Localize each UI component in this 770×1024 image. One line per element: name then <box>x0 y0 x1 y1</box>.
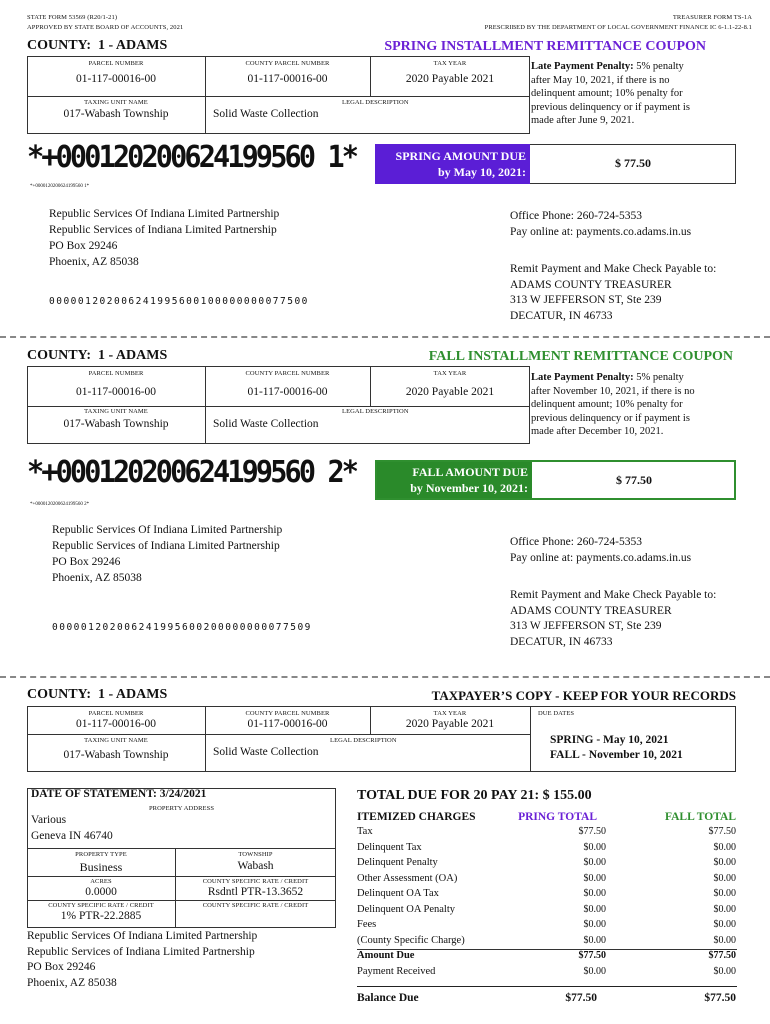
spring-legal-description-label: LEGAL DESCRIPTION <box>342 99 409 106</box>
spring-county-parcel-label: COUNTY PARCEL NUMBER <box>245 60 330 67</box>
balance-due-fall: $77.50 <box>704 992 736 1004</box>
copy-tax-year: 2020 Payable 2021 <box>405 718 495 730</box>
property-type: Business <box>79 860 123 874</box>
balance-due-spring: $77.50 <box>565 992 597 1004</box>
rate-credit-label-1: COUNTY SPECIFIC RATE / CREDIT <box>202 878 309 885</box>
spring-office-info: Office Phone: 260-724-5353 Pay online at: payments.co.adams.in.us <box>510 210 692 238</box>
copy-taxing-unit: 017-Wabash Township <box>63 749 169 761</box>
spring-amount-due-label: SPRING AMOUNT DUE by May 10, 2021: <box>375 144 530 184</box>
spring-barcode-text: *+0000120200624199560 1* <box>30 184 90 189</box>
spring-remit-info: Remit Payment and Make Check Payable to: ADAMS COUNTY TREASURER 313 W JEFFERSON ST, Ste 239 DECATUR, IN 46733 <box>510 263 717 322</box>
copy-county: COUNTY: 1 - ADAMS <box>27 687 168 702</box>
rate-credit-2: 1% PTR-22.2885 <box>60 910 142 922</box>
copy-county-parcel-label: COUNTY PARCEL NUMBER <box>245 710 330 717</box>
copy-parcel-number-label: PARCEL NUMBER <box>88 710 144 717</box>
spring-ocr-line: 000001202006241995600100000000077500 <box>49 296 309 307</box>
rate-credit-1: Rsdntl PTR-13.3652 <box>207 886 304 898</box>
fall-parcel-number-label: PARCEL NUMBER <box>88 370 144 377</box>
copy-owner-address: Republic Services Of Indiana Limited Partnership Republic Services of Indiana Limited Partnership PO Box 29246 Phoenix, AZ 85038 <box>27 930 258 989</box>
fall-owner-address: Republic Services Of Indiana Limited Partnership Republic Services of Indiana Limited Partnership PO Box 29246 Phoenix, AZ 85038 <box>52 524 283 584</box>
fall-total-header: FALL TOTAL <box>664 811 736 823</box>
total-due: TOTAL DUE FOR 20 PAY 21: $ 155.00 <box>357 788 592 803</box>
charge-fall-value: $77.50 <box>708 950 736 961</box>
spring-tax-year-label: TAX YEAR <box>433 60 467 67</box>
charge-spring-value: $77.50 <box>578 826 606 837</box>
fall-office-info: Office Phone: 260-724-5353 Pay online at: payments.co.adams.in.us <box>510 536 692 564</box>
fall-tax-year-label: TAX YEAR <box>433 370 467 377</box>
fall-ocr-line: 000001202006241995600200000000077509 <box>52 622 312 633</box>
fall-parcel-number: 01-117-00016-00 <box>75 386 157 398</box>
charge-spring-value: $0.00 <box>583 841 606 853</box>
township: Wabash <box>237 860 274 872</box>
charge-label: Amount Due <box>357 950 415 961</box>
charge-spring-value: $0.00 <box>583 919 606 930</box>
charge-fall-value: $0.00 <box>713 903 736 915</box>
charge-label: (County Specific Charge) <box>357 934 465 946</box>
fall-amount-due-label: FALL AMOUNT DUE by November 10, 2021: <box>377 462 532 498</box>
spring-owner-address: Republic Services Of Indiana Limited Partnership Republic Services of Indiana Limited Partnership PO Box 29246 Phoenix, AZ 85038 <box>49 208 280 268</box>
fall-late-penalty: Late Payment Penalty: 5% penalty after November 10, 2021, if there is no delinquent amount; 10% penalty for previous delinquency or if payment is made after December 10, 2021. <box>531 372 695 437</box>
approved-by-label: APPROVED BY STATE BOARD OF ACCOUNTS, 2021 <box>27 24 184 31</box>
charge-label: Delinquent Tax <box>357 841 422 853</box>
spring-parcel-number: 01-117-00016-00 <box>75 73 157 85</box>
charge-spring-value: $0.00 <box>583 888 606 899</box>
charge-spring-value: $0.00 <box>583 965 606 977</box>
fall-coupon-title: FALL INSTALLMENT REMITTANCE COUPON <box>428 349 733 364</box>
spring-late-penalty: Late Payment Penalty: 5% penalty after May 10, 2021, if there is no delinquent amount; 10% penalty for previous delinquency or if payment is made after June 9, 2021. <box>531 61 690 126</box>
charge-spring-value: $0.00 <box>583 872 606 884</box>
copy-legal-description: Solid Waste Collection <box>213 746 319 758</box>
township-label: TOWNSHIP <box>238 851 273 858</box>
charge-label: Delinquent Penalty <box>357 857 438 868</box>
fall-taxing-unit: 017-Wabash Township <box>63 418 169 430</box>
property-type-label: PROPERTY TYPE <box>75 851 127 858</box>
fall-remit-info: Remit Payment and Make Check Payable to: ADAMS COUNTY TREASURER 313 W JEFFERSON ST, Ste 239 DECATUR, IN 46733 <box>510 589 717 648</box>
charge-label: Payment Received <box>357 965 436 977</box>
charge-fall-value: $0.00 <box>713 841 736 853</box>
spring-total-header: PRING TOTAL <box>518 811 597 823</box>
charge-label: Tax <box>357 826 373 837</box>
fall-county-parcel-label: COUNTY PARCEL NUMBER <box>245 370 330 377</box>
copy-legal-description-label: LEGAL DESCRIPTION <box>330 737 397 744</box>
taxpayer-copy-title: TAXPAYER’S COPY - KEEP FOR YOUR RECORDS <box>431 688 736 703</box>
fall-legal-description: Solid Waste Collection <box>213 418 319 430</box>
fall-barcode: *+000120200624199560 2* <box>27 455 357 490</box>
amount-due-divider <box>357 949 737 950</box>
treasurer-form-label: TREASURER FORM TS-1A <box>672 14 752 21</box>
acres-label: ACRES <box>90 878 112 885</box>
fall-amount: $ 77.50 <box>616 473 652 487</box>
fall-parcel-box <box>27 366 530 444</box>
copy-parcel-number: 01-117-00016-00 <box>75 718 157 730</box>
property-address-label: PROPERTY ADDRESS <box>148 805 215 812</box>
charge-fall-value: $0.00 <box>713 919 736 930</box>
spring-cut-line <box>0 336 770 338</box>
acres: 0.0000 <box>85 886 117 898</box>
itemized-charges-header: ITEMIZED CHARGES <box>357 811 476 823</box>
charge-label: Fees <box>357 919 377 930</box>
spring-parcel-box <box>27 56 530 134</box>
spring-amount: $ 77.50 <box>615 156 651 170</box>
copy-tax-year-label: TAX YEAR <box>433 710 467 717</box>
charge-label: Delinquent OA Tax <box>357 888 439 899</box>
copy-county-parcel-number: 01-117-00016-00 <box>247 718 328 730</box>
due-dates-list: SPRING - May 10, 2021 FALL - November 10, 2021 <box>550 734 683 761</box>
charge-fall-value: $0.00 <box>713 872 736 884</box>
charge-spring-value: $77.50 <box>578 950 606 961</box>
fall-barcode-text: *+0000120200624199560 2* <box>30 502 90 507</box>
due-dates-label: DUE DATES <box>538 710 575 717</box>
spring-coupon-title: SPRING INSTALLMENT REMITTANCE COUPON <box>384 39 706 54</box>
charge-fall-value: $0.00 <box>713 934 736 946</box>
charge-spring-value: $0.00 <box>583 903 606 915</box>
spring-barcode: *+000120200624199560 1* <box>27 140 357 175</box>
fall-cut-line <box>0 676 770 678</box>
date-of-statement: DATE OF STATEMENT: 3/24/2021 <box>31 788 207 800</box>
charge-label: Other Assessment (OA) <box>357 872 458 884</box>
charge-label: Delinquent OA Penalty <box>357 903 455 915</box>
state-form-label: STATE FORM 53569 (R20/1-21) <box>27 14 118 21</box>
spring-tax-year: 2020 Payable 2021 <box>405 73 495 85</box>
charge-fall-value: $0.00 <box>713 888 736 899</box>
copy-taxing-unit-label: TAXING UNIT NAME <box>84 737 148 744</box>
charge-fall-value: $0.00 <box>713 857 736 868</box>
spring-taxing-unit: 017-Wabash Township <box>63 108 169 120</box>
fall-tax-year: 2020 Payable 2021 <box>405 386 495 398</box>
balance-due-label: Balance Due <box>357 992 419 1004</box>
property-address: Various Geneva IN 46740 <box>31 814 113 842</box>
charge-spring-value: $0.00 <box>583 934 606 946</box>
fall-legal-description-label: LEGAL DESCRIPTION <box>342 408 409 415</box>
rate-credit-label-3: COUNTY SPECIFIC RATE / CREDIT <box>202 902 309 909</box>
spring-legal-description: Solid Waste Collection <box>213 108 319 120</box>
charge-fall-value: $77.50 <box>708 826 736 837</box>
spring-county: COUNTY: 1 - ADAMS <box>27 38 168 53</box>
fall-county: COUNTY: 1 - ADAMS <box>27 348 168 363</box>
spring-parcel-number-label: PARCEL NUMBER <box>88 60 144 67</box>
spring-county-parcel-number: 01-117-00016-00 <box>247 73 328 85</box>
prescribed-by-label: PRESCRIBED BY THE DEPARTMENT OF LOCAL GOVERNMENT FINANCE IC 6-1.1-22-8.1 <box>484 24 752 31</box>
spring-taxing-unit-label: TAXING UNIT NAME <box>84 99 148 106</box>
charge-fall-value: $0.00 <box>713 965 736 977</box>
fall-taxing-unit-label: TAXING UNIT NAME <box>84 408 148 415</box>
charge-spring-value: $0.00 <box>583 857 606 868</box>
fall-county-parcel-number: 01-117-00016-00 <box>247 386 328 398</box>
rate-credit-label-2: COUNTY SPECIFIC RATE / CREDIT <box>48 902 154 909</box>
